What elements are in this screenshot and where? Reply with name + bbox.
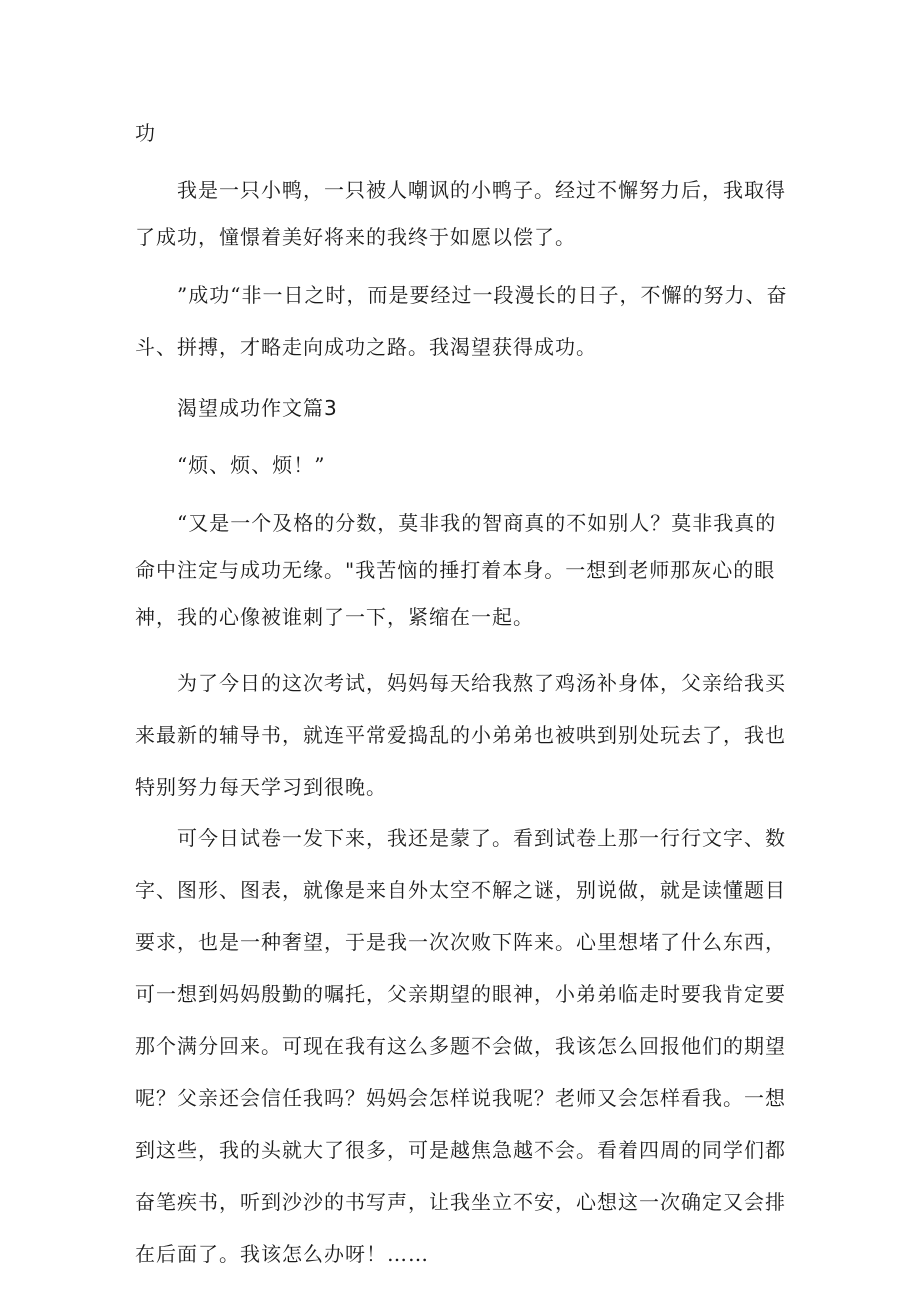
section-heading: 渴望成功作文篇3	[177, 396, 338, 420]
paragraph-2: ”成功“非一日之时，而是要经过一段漫长的日子，不懈的努力、奋斗、拼搏，才略走向成功之路。我渴望获得成功。	[135, 283, 788, 359]
paragraph-continuation: 功	[135, 121, 156, 145]
paragraph-6: 可今日试卷一发下来，我还是蒙了。看到试卷上那一行行文字、数字、图形、图表，就像是来自外太空不解之谜，别说做，就是读懂题目要求，也是一种奢望，于是我一次次败下阵来。心里想堵了什么东西，可一想到妈妈殷勤的嘱托，父亲期望的眼神，小弟弟临走时要我肯定要那个满分回来。可现在我有这么多题不会做，我该怎么回报他们的期望呢？父亲还会信任我吗？妈妈会怎样说我呢？老师又会怎样看我。一想到这些，我的头就大了很多，可是越焦急越不会。看着四周的同学们都奋笔疾书，听到沙沙的书写声，让我坐立不安，心想这一次确定又会排在后面了。我该怎么办呀！……	[135, 826, 786, 1266]
paragraph-5: 为了今日的这次考试，妈妈每天给我熬了鸡汤补身体，父亲给我买来最新的辅导书，就连平常爱捣乱的小弟弟也被哄到别处玩去了，我也特别努力每天学习到很晚。	[135, 671, 786, 799]
paragraph-1: 我是一只小鸭，一只被人嘲讽的小鸭子。经过不懈努力后，我取得了成功，憧憬着美好将来的我终于如愿以偿了。	[135, 178, 786, 249]
paragraph-4: “又是一个及格的分数，莫非我的智商真的不如别人？莫非我真的命中注定与成功无缘。"我苦恼的捶打着本身。一想到老师那灰心的眼神，我的心像被谁刺了一下，紧缩在一起。	[135, 511, 777, 629]
paragraph-3: “烦、烦、烦！”	[177, 453, 326, 477]
